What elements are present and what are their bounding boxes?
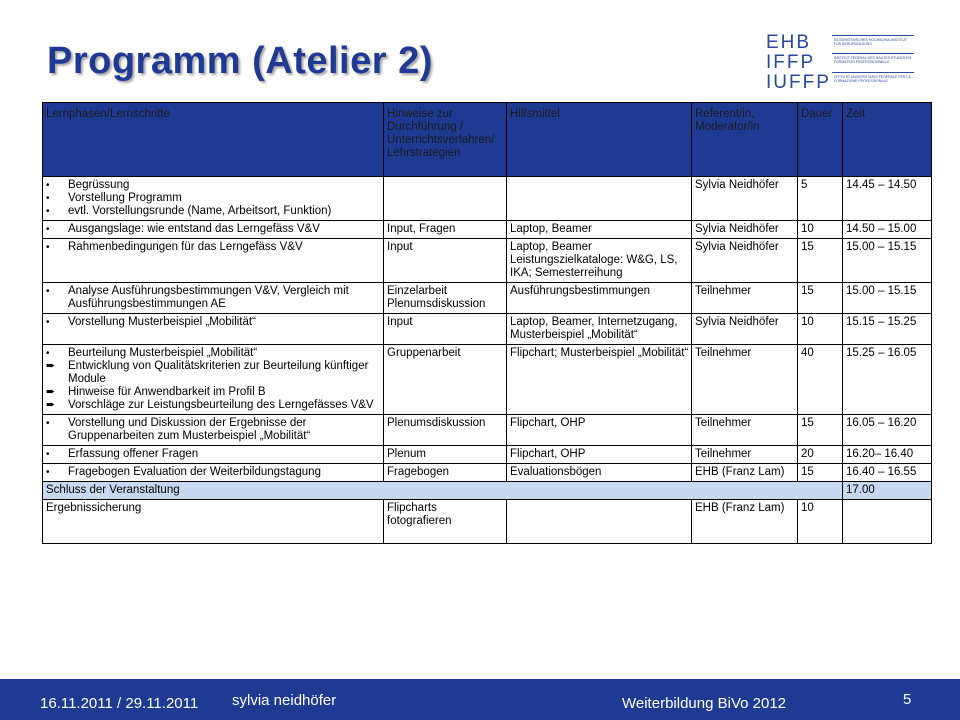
arrow-bullet-icon: ➨ — [46, 386, 56, 398]
bullet-icon: • — [46, 467, 50, 478]
table-row — [43, 283, 932, 314]
header-dauer: Dauer — [798, 103, 843, 177]
lernphase-cell — [43, 239, 384, 283]
zeit-cell: 15.00 – 15.15 — [843, 283, 932, 314]
logo-line-iuffp: IUFFP — [766, 72, 831, 93]
lernphase-item — [46, 417, 381, 443]
referent-cell: Teilnehmer — [692, 345, 798, 415]
header-lernphasen: Lernphasen/Lernschritte — [43, 103, 384, 177]
dauer-cell: 10 — [798, 221, 843, 239]
lernphase-text: evtl. Vorstellungsrunde (Name, Arbeitsort, Funktion) — [68, 205, 332, 217]
ergebnis-referent: EHB (Franz Lam) — [692, 500, 798, 544]
lernphase-item — [46, 241, 381, 254]
table-row — [43, 221, 932, 239]
header-referent: Referent/in, Moderator/in — [692, 103, 798, 177]
hilfsmittel-cell: Evaluationsbögen — [507, 464, 692, 482]
lernphase-item — [46, 285, 381, 311]
lernphase-cell — [43, 283, 384, 314]
lernphase-text: Vorstellung Programm — [68, 192, 182, 204]
lernphase-text: Rahmenbedingungen für das Lerngefäss V&V — [68, 241, 303, 253]
lernphase-item — [46, 448, 381, 461]
lernphase-cell — [43, 446, 384, 464]
lernphase-item — [46, 386, 381, 399]
lernphase-item — [46, 205, 381, 218]
table-row-ergebnis — [43, 500, 932, 544]
footer-author: sylvia neidhöfer — [232, 692, 337, 709]
lernphase-text: Erfassung offener Fragen — [68, 448, 199, 460]
hinweise-cell: Input — [384, 239, 507, 283]
ergebnis-hinweise: Flipcharts fotografieren — [384, 500, 507, 544]
referent-cell: Sylvia Neidhöfer — [692, 221, 798, 239]
hilfsmittel-cell: Ausführungsbestimmungen — [507, 283, 692, 314]
referent-cell: Teilnehmer — [692, 446, 798, 464]
arrow-bullet-icon: ➨ — [46, 399, 56, 411]
zeit-cell: 15.00 – 15.15 — [843, 239, 932, 283]
footer-page-number: 5 — [903, 691, 912, 708]
zeit-cell: 14.50 – 15.00 — [843, 221, 932, 239]
zeit-cell: 16.20– 16.40 — [843, 446, 932, 464]
bullet-icon: • — [46, 193, 50, 204]
referent-cell: Teilnehmer — [692, 415, 798, 446]
dauer-cell: 40 — [798, 345, 843, 415]
lernphase-cell — [43, 177, 384, 221]
table-row-schluss — [43, 482, 932, 500]
hinweise-cell: Plenum — [384, 446, 507, 464]
table-row — [43, 345, 932, 415]
referent-cell: Teilnehmer — [692, 283, 798, 314]
logo-text-it: ISTITUTO UNIVERSITARIO FEDERALE PER LA FORMAZIONE PROFESSIONALE — [834, 75, 911, 83]
hilfsmittel-cell: Flipchart, OHP — [507, 415, 692, 446]
dauer-cell: 20 — [798, 446, 843, 464]
lernphase-item — [46, 223, 381, 236]
lernphase-cell — [43, 314, 384, 345]
lernphase-text: Entwicklung von Qualitätskriterien zur Beurteilung künftiger Module — [68, 360, 369, 385]
dauer-cell: 15 — [798, 283, 843, 314]
table-row — [43, 239, 932, 283]
bullet-icon: • — [46, 348, 50, 359]
lernphase-text: Vorstellung und Diskussion der Ergebnisse der Gruppenarbeiten zum Musterbeispiel „Mobilität“ — [68, 417, 311, 442]
bullet-icon: • — [46, 206, 50, 217]
lernphase-text: Vorschläge zur Leistungsbeurteilung des Lerngefässes V&V — [68, 399, 374, 411]
zeit-cell: 15.25 – 16.05 — [843, 345, 932, 415]
ergebnis-hilfsmittel — [507, 500, 692, 544]
lernphase-text: Ausgangslage: wie entstand das Lerngefäss V&V — [68, 223, 320, 235]
table-row — [43, 446, 932, 464]
footer-date: 16.11.2011 / 29.11.2011 — [40, 695, 199, 712]
ergebnis-dauer: 10 — [798, 500, 843, 544]
table-row — [43, 415, 932, 446]
ehb-logo — [766, 32, 916, 92]
logo-line-iffp: IFFP — [766, 52, 816, 73]
bullet-icon: • — [46, 224, 50, 235]
zeit-cell: 14.45 – 14.50 — [843, 177, 932, 221]
logo-text-de: EIDGENÖSSISCHES HOCHSCHULINSTITUT FÜR BERUFSBILDUNG — [834, 38, 907, 46]
logo-rule — [832, 35, 914, 36]
bullet-icon: • — [46, 317, 50, 328]
dauer-cell: 15 — [798, 464, 843, 482]
program-table — [42, 102, 932, 544]
dauer-cell: 15 — [798, 415, 843, 446]
lernphase-item — [46, 179, 381, 192]
bullet-icon: • — [46, 418, 50, 429]
bullet-icon: • — [46, 180, 50, 191]
referent-cell: Sylvia Neidhöfer — [692, 239, 798, 283]
zeit-cell: 16.40 – 16.55 — [843, 464, 932, 482]
hinweise-cell: Plenumsdiskussion — [384, 415, 507, 446]
lernphase-item — [46, 347, 381, 360]
header-hinweise: Hinweise zur Durchführung / Unterrichtsverfahren/ Lehrstrategien — [384, 103, 507, 177]
logo-line-ehb: EHB — [766, 32, 812, 53]
footer-event: Weiterbildung BiVo 2012 — [622, 695, 787, 712]
lernphase-text: Begrüssung — [68, 179, 130, 191]
lernphase-text: Vorstellung Musterbeispiel „Mobilität“ — [68, 316, 256, 328]
logo-rule — [832, 53, 914, 54]
ergebnis-label: Ergebnissicherung — [43, 500, 384, 544]
referent-cell: EHB (Franz Lam) — [692, 464, 798, 482]
lernphase-cell — [43, 345, 384, 415]
dauer-cell: 10 — [798, 314, 843, 345]
hinweise-cell: Gruppenarbeit — [384, 345, 507, 415]
schluss-label: Schluss der Veranstaltung — [43, 482, 843, 500]
table-row — [43, 464, 932, 482]
logo-text-fr: INSTITUT FÉDÉRAL DES HAUTES ÉTUDES EN FORMATION PROFESSIONNELLE — [834, 56, 912, 64]
lernphase-text: Beurteilung Musterbeispiel „Mobilität“ — [68, 347, 258, 359]
bullet-icon: • — [46, 286, 50, 297]
lernphase-text: Hinweise für Anwendbarkeit im Profil B — [68, 386, 266, 398]
table-row — [43, 314, 932, 345]
hilfsmittel-cell: Laptop, Beamer — [507, 221, 692, 239]
lernphase-text: Analyse Ausführungsbestimmungen V&V, Vergleich mit Ausführungsbestimmungen AE — [68, 285, 349, 310]
hinweise-cell: Fragebogen — [384, 464, 507, 482]
referent-cell: Sylvia Neidhöfer — [692, 314, 798, 345]
header-hilfsmittel: Hilfsmittel — [507, 103, 692, 177]
arrow-bullet-icon: ➨ — [46, 360, 56, 372]
zeit-cell: 15.15 – 15.25 — [843, 314, 932, 345]
hilfsmittel-cell — [507, 177, 692, 221]
table-header-row — [43, 103, 932, 177]
zeit-cell: 16.05 – 16.20 — [843, 415, 932, 446]
logo-rule — [832, 72, 914, 73]
hilfsmittel-cell: Flipchart; Musterbeispiel „Mobilität“ — [507, 345, 692, 415]
table-row — [43, 177, 932, 221]
lernphase-cell — [43, 221, 384, 239]
lernphase-item — [46, 316, 381, 329]
header-zeit: Zeit — [843, 103, 932, 177]
dauer-cell: 5 — [798, 177, 843, 221]
lernphase-cell — [43, 464, 384, 482]
ergebnis-zeit — [843, 500, 932, 544]
bullet-icon: • — [46, 449, 50, 460]
hinweise-cell — [384, 177, 507, 221]
dauer-cell: 15 — [798, 239, 843, 283]
lernphase-item — [46, 399, 381, 412]
lernphase-item — [46, 466, 381, 479]
hilfsmittel-cell: Laptop, Beamer Leistungszielkataloge: W&G, LS, IKA; Semesterreihung — [507, 239, 692, 283]
hilfsmittel-cell: Flipchart, OHP — [507, 446, 692, 464]
schluss-zeit: 17.00 — [843, 482, 932, 500]
referent-cell: Sylvia Neidhöfer — [692, 177, 798, 221]
hinweise-cell: Input — [384, 314, 507, 345]
lernphase-text: Fragebogen Evaluation der Weiterbildungstagung — [68, 466, 321, 478]
lernphase-cell — [43, 415, 384, 446]
hinweise-cell: Einzelarbeit Plenumsdiskussion — [384, 283, 507, 314]
bullet-icon: • — [46, 242, 50, 253]
slide-title: Programm (Atelier 2) — [47, 40, 433, 82]
hinweise-cell: Input, Fragen — [384, 221, 507, 239]
hilfsmittel-cell: Laptop, Beamer, Internetzugang, Musterbeispiel „Mobilität“ — [507, 314, 692, 345]
lernphase-item — [46, 360, 381, 386]
lernphase-item — [46, 192, 381, 205]
